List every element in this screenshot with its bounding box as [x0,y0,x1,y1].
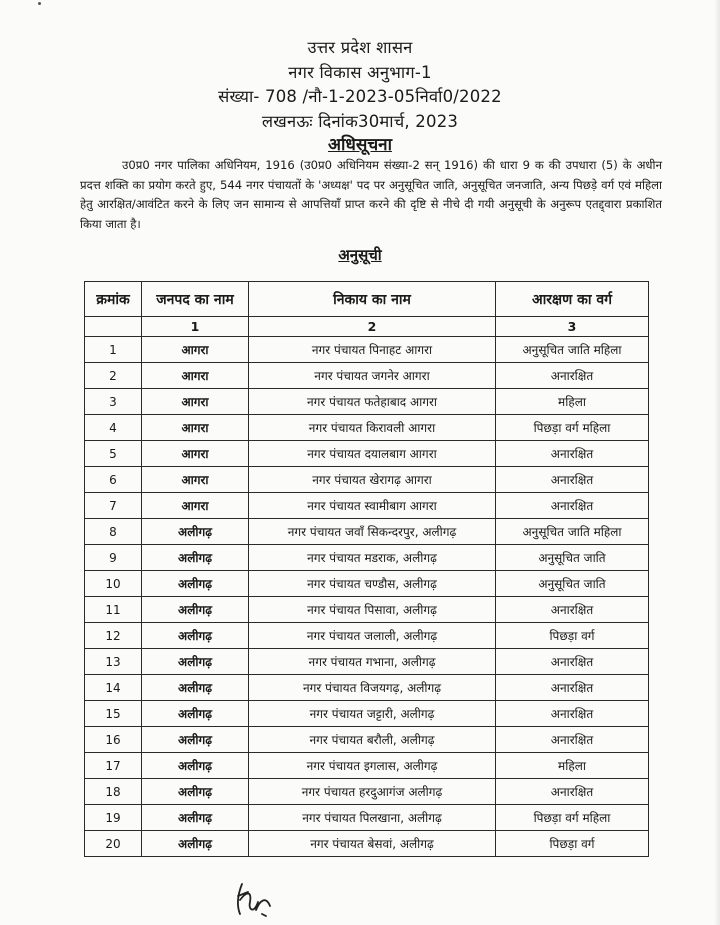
header-district: जनपद का नाम [142,282,249,317]
district-cell: अलीगढ़ [142,727,249,753]
district-cell: आगरा [142,389,249,415]
category-cell: अनारक्षित [496,727,649,753]
body-name-cell: नगर पंचायत पिनाहट आगरा [249,337,496,363]
district-cell: अलीगढ़ [142,519,249,545]
district-cell: आगरा [142,337,249,363]
signature-mark [232,880,276,920]
serial-cell: 1 [85,337,142,363]
body-name-cell: नगर पंचायत जलाली, अलीगढ़ [249,623,496,649]
serial-cell: 14 [85,675,142,701]
table-row [85,805,649,831]
serial-cell: 4 [85,415,142,441]
table-row [85,337,649,363]
category-cell: अनुसूचित जाति [496,545,649,571]
category-cell: अनारक्षित [496,649,649,675]
index-cell [85,317,142,337]
table-header-row [85,282,649,317]
district-cell: अलीगढ़ [142,805,249,831]
body-name-cell: नगर पंचायत जगनेर आगरा [249,363,496,389]
table-row [85,701,649,727]
category-cell: पिछड़ा वर्ग [496,831,649,857]
district-cell: अलीगढ़ [142,831,249,857]
notification-paragraph: उ0प्र0 नगर पालिका अधिनियम, 1916 (उ0प्र0 अधिनियम संख्या-2 सन् 1916) की धारा 9 क की उपधारा (5) के अधीन प्रदत्त शक्ति का प्रयोग करते हुए, 544 नगर पंचायतों के 'अध्यक्ष' पद पर अनुसूचित जाति, अनुसूचित जनजाति, अन्य पिछड़े वर्ग एवं महिला हेतु आरक्षित/आवंटित करने के लिए जन सामान्य से आपत्तियाँ प्राप्त करने की दृष्टि से नीचे दी गयी अनुसूची के अनुरूप एतद्द्वारा प्रकाशित किया जाता है। [80,158,662,231]
document-header [0,36,720,157]
category-cell: अनारक्षित [496,597,649,623]
table-row [85,675,649,701]
district-cell: अलीगढ़ [142,701,249,727]
table-row [85,519,649,545]
table-row [85,389,649,415]
table-row [85,415,649,441]
serial-cell: 15 [85,701,142,727]
reference-number: संख्या- 708 /नौ-1-2023-05निर्वा0/2022 [218,87,502,106]
category-cell: पिछड़ा वर्ग [496,623,649,649]
district-cell: आगरा [142,441,249,467]
serial-cell: 2 [85,363,142,389]
table-row [85,623,649,649]
serial-cell: 12 [85,623,142,649]
table-row [85,441,649,467]
serial-cell: 8 [85,519,142,545]
body-name-cell: नगर पंचायत जवाँ सिकन्दरपुर, अलीगढ़ [249,519,496,545]
notification-title: अधिसूचना [328,135,392,155]
table-row [85,493,649,519]
district-cell: अलीगढ़ [142,779,249,805]
table-row [85,571,649,597]
serial-cell: 5 [85,441,142,467]
index-cell: 2 [249,317,496,337]
serial-cell: 10 [85,571,142,597]
body-name-cell: नगर पंचायत बरौली, अलीगढ़ [249,727,496,753]
category-cell: अनारक्षित [496,467,649,493]
category-cell: पिछड़ा वर्ग महिला [496,805,649,831]
body-name-cell: नगर पंचायत स्वामीबाग आगरा [249,493,496,519]
district-cell: अलीगढ़ [142,675,249,701]
category-cell: महिला [496,389,649,415]
category-cell: अनारक्षित [496,363,649,389]
table-row [85,779,649,805]
table-row [85,649,649,675]
body-name-cell: नगर पंचायत बेसवां, अलीगढ़ [249,831,496,857]
body-name-cell: नगर पंचायत फतेहाबाद आगरा [249,389,496,415]
district-cell: अलीगढ़ [142,753,249,779]
district-cell: अलीगढ़ [142,571,249,597]
body-name-cell: नगर पंचायत पिलखाना, अलीगढ़ [249,805,496,831]
serial-cell: 17 [85,753,142,779]
serial-cell: 3 [85,389,142,415]
serial-cell: 9 [85,545,142,571]
serial-cell: 16 [85,727,142,753]
serial-cell: 18 [85,779,142,805]
category-cell: अनारक्षित [496,675,649,701]
government-name: उत्तर प्रदेश शासन [307,38,413,57]
serial-cell: 6 [85,467,142,493]
category-cell: महिला [496,753,649,779]
table-row [85,363,649,389]
body-name-cell: नगर पंचायत मडराक, अलीगढ़ [249,545,496,571]
header-serial: क्रमांक [85,282,142,317]
category-cell: अनुसूचित जाति [496,571,649,597]
district-cell: आगरा [142,415,249,441]
table-index-row [85,317,649,337]
body-name-cell: नगर पंचायत खेरागढ़ आगरा [249,467,496,493]
scan-speck [38,2,41,5]
district-cell: आगरा [142,363,249,389]
body-name-cell: नगर पंचायत गभाना, अलीगढ़ [249,649,496,675]
serial-cell: 13 [85,649,142,675]
body-name-cell: नगर पंचायत जट्टारी, अलीगढ़ [249,701,496,727]
body-name-cell: नगर पंचायत इगलास, अलीगढ़ [249,753,496,779]
body-name-cell: नगर पंचायत विजयगढ़, अलीगढ़ [249,675,496,701]
body-name-cell: नगर पंचायत पिसावा, अलीगढ़ [249,597,496,623]
serial-cell: 11 [85,597,142,623]
place-date: लखनऊः दिनांक30मार्च, 2023 [261,111,459,131]
table-row [85,727,649,753]
body-name-cell: नगर पंचायत दयालबाग आगरा [249,441,496,467]
category-cell: अनारक्षित [496,493,649,519]
index-cell: 1 [142,317,249,337]
header-body: निकाय का नाम [249,282,496,317]
district-cell: अलीगढ़ [142,545,249,571]
category-cell: पिछड़ा वर्ग महिला [496,415,649,441]
body-name-cell: नगर पंचायत हरदुआगंज अलीगढ़ [249,779,496,805]
district-cell: आगरा [142,467,249,493]
category-cell: अनुसूचित जाति महिला [496,337,649,363]
reservation-table [84,281,649,857]
table-row [85,545,649,571]
district-cell: अलीगढ़ [142,623,249,649]
body-name-cell: नगर पंचायत चण्डौस, अलीगढ़ [249,571,496,597]
district-cell: आगरा [142,493,249,519]
header-category: आरक्षण का वर्ग [496,282,649,317]
body-name-cell: नगर पंचायत किरावली आगरा [249,415,496,441]
table-row [85,831,649,857]
district-cell: अलीगढ़ [142,597,249,623]
category-cell: अनारक्षित [496,441,649,467]
department-name: नगर विकास अनुभाग-1 [288,62,432,82]
category-cell: अनुसूचित जाति महिला [496,519,649,545]
table-row [85,467,649,493]
index-cell: 3 [496,317,649,337]
district-cell: अलीगढ़ [142,649,249,675]
serial-cell: 19 [85,805,142,831]
category-cell: अनारक्षित [496,779,649,805]
serial-cell: 7 [85,493,142,519]
table-row [85,753,649,779]
category-cell: अनारक्षित [496,701,649,727]
schedule-title: अनुसूची [338,246,382,264]
table-row [85,597,649,623]
serial-cell: 20 [85,831,142,857]
